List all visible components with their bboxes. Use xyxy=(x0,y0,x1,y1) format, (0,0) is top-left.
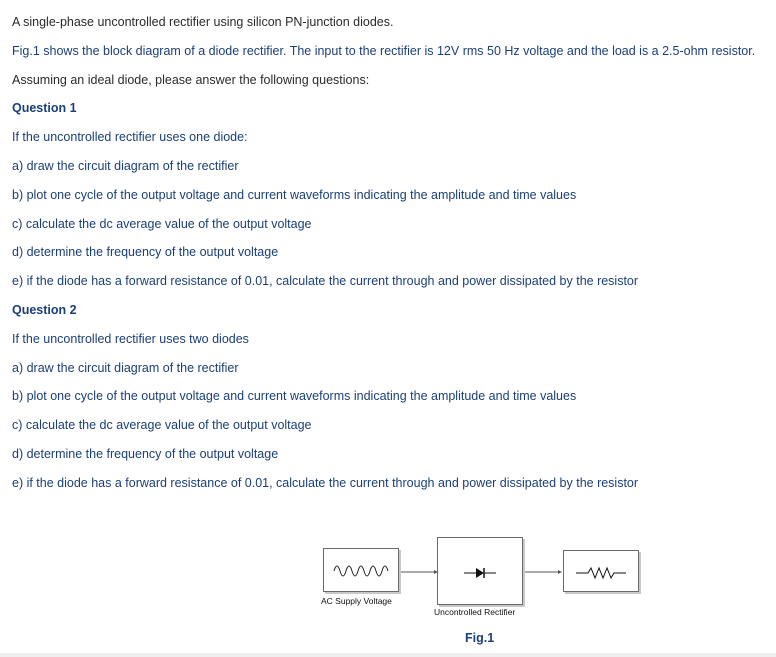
question-1-part-b: b) plot one cycle of the output voltage and current waveforms indicating the amplitude and time values xyxy=(12,187,577,202)
question-2-prompt: If the uncontrolled rectifier uses two diodes xyxy=(12,331,249,346)
question-2-title: Question 2 xyxy=(12,302,77,317)
document-body xyxy=(12,14,768,504)
question-1-part-c: c) calculate the dc average value of the output voltage xyxy=(12,216,312,231)
page-bottom-edge xyxy=(0,653,776,657)
uncontrolled-rectifier-block xyxy=(437,537,523,605)
question-2-part-e: e) if the diode has a forward resistance of 0.01, calculate the current through and power dissipated by the resistor xyxy=(12,475,639,490)
intro-line-3: Assuming an ideal diode, please answer the following questions: xyxy=(12,72,370,87)
question-1-title: Question 1 xyxy=(12,101,77,116)
question-1-part-a: a) draw the circuit diagram of the rectifier xyxy=(12,158,239,173)
rectifier-label: Uncontrolled Rectifier xyxy=(434,607,516,617)
question-2-part-b: b) plot one cycle of the output voltage and current waveforms indicating the amplitude and time values xyxy=(12,389,577,404)
question-2-part-a: a) draw the circuit diagram of the rectifier xyxy=(12,360,239,375)
ac-supply-label: AC Supply Voltage xyxy=(321,596,392,606)
question-1-part-e: e) if the diode has a forward resistance of 0.01, calculate the current through and power dissipated by the resistor xyxy=(12,274,639,289)
intro-line-1: A single-phase uncontrolled rectifier using silicon PN-junction diodes. xyxy=(12,15,394,29)
question-1-prompt: If the uncontrolled rectifier uses one diode: xyxy=(12,130,248,145)
question-1-part-d: d) determine the frequency of the output voltage xyxy=(12,245,279,260)
question-2-part-c: c) calculate the dc average value of the output voltage xyxy=(12,418,312,433)
ac-supply-block xyxy=(323,548,399,592)
load-resistor-block xyxy=(563,550,639,592)
intro-line-2: Fig.1 shows the block diagram of a diode rectifier. The input to the rectifier is 12V rms 50 Hz voltage and the load is a 2.5-ohm resistor. xyxy=(12,43,756,58)
question-2-part-d: d) determine the frequency of the output voltage xyxy=(12,446,279,461)
figure-caption: Fig.1 xyxy=(465,631,495,645)
